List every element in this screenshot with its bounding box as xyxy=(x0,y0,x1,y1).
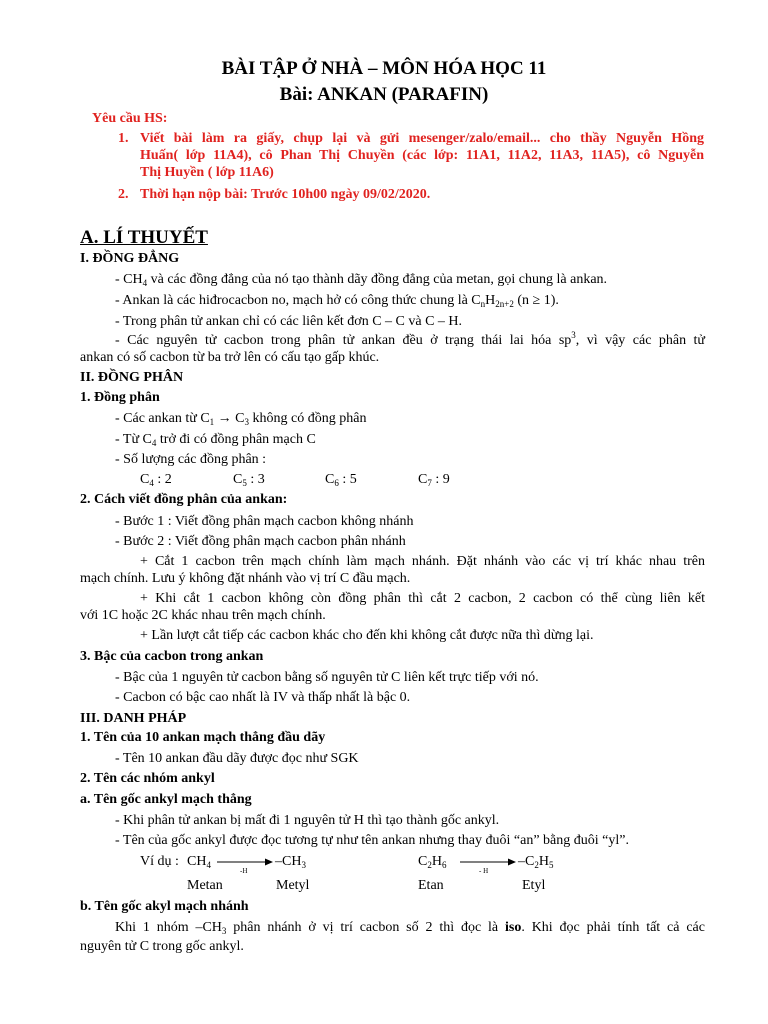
example-1-reactant: $CH_4$ xyxy=(187,854,211,870)
reaction-arrow-2 xyxy=(459,854,517,876)
requirement-1-line-3: Thị Huyền ( lớp 11A6) xyxy=(140,165,274,180)
page-subtitle: Bài: ANKAN (PARAFIN) xyxy=(279,84,489,105)
step-2-point-2: + Khi cắt 1 cacbon không còn đồng phân thì cắt 2 cacbon, 2 cacbon có thể cùng liên kết xyxy=(140,591,705,606)
isomer-count-c4: $C_4$ : 2 xyxy=(140,472,172,488)
homolog-line-3: - Trong phân tử ankan chỉ có các liên kết đơn C – C và C – H. xyxy=(115,314,463,329)
section-ii-heading: II. ĐỒNG PHÂN xyxy=(80,370,184,385)
example-2-reactant: $C_2H_6$ xyxy=(418,854,447,870)
isomer-line-3: - Số lượng các đồng phân : xyxy=(115,452,267,467)
step-2-point-1-cont: mạch chính. Lưu ý không đặt nhánh vào vị trí C đầu mạch. xyxy=(80,571,411,586)
isomer-count-c5: $C_5$ : 3 xyxy=(233,472,265,488)
example-label: Ví dụ : xyxy=(140,854,179,869)
requirement-1-number: 1. xyxy=(118,131,129,146)
alkyl-line-1: - Khi phân tử ankan bị mất đi 1 nguyên tử H thì tạo thành gốc ankyl. xyxy=(115,813,500,828)
naming-line-1: - Tên 10 ankan đầu dãy được đọc như SGK xyxy=(115,751,359,766)
carbon-degree-line-2: - Cacbon có bậc cao nhất là IV và thấp nhất là bậc 0. xyxy=(115,690,411,705)
isomer-count-c6: $C_6$ : 5 xyxy=(325,472,357,488)
isomer-writing-subheading: 2. Cách viết đồng phân của ankan: xyxy=(80,492,288,507)
reaction-arrow-1 xyxy=(216,854,274,876)
page-title: BÀI TẬP Ở NHÀ – MÔN HÓA HỌC 11 xyxy=(221,58,547,79)
section-iii-heading: III. DANH PHÁP xyxy=(80,711,187,726)
step-2-point-3: + Lần lượt cắt tiếp các cacbon khác cho đến khi không cắt được nữa thì dừng lại. xyxy=(140,628,594,643)
naming-subheading-1: 1. Tên của 10 ankan mạch thẳng đầu dãy xyxy=(80,730,326,745)
requirement-2-text: Thời hạn nộp bài: Trước 10h00 ngày 09/02/2020. xyxy=(140,187,431,202)
name-metan: Metan xyxy=(187,878,223,893)
alkyl-straight-subheading: a. Tên gốc ankyl mạch thẳng xyxy=(80,792,252,807)
requirement-1-line-1: Viết bài làm ra giấy, chụp lại và gửi mesenger/zalo/email... cho thầy Nguyễn Hồng xyxy=(140,131,704,146)
homolog-line-1: - $CH_4$ và các đồng đẳng của nó tạo thành dãy đồng đẳng của metan, gọi chung là ankan. xyxy=(115,272,608,288)
name-etan: Etan xyxy=(418,878,444,893)
example-2-product: $-C_2H_5$ xyxy=(518,854,554,870)
name-etyl: Etyl xyxy=(522,878,546,893)
naming-subheading-2: 2. Tên các nhóm ankyl xyxy=(80,771,215,786)
section-a-heading: A. LÍ THUYẾT xyxy=(80,227,208,248)
step-1: - Bước 1 : Viết đồng phân mạch cacbon không nhánh xyxy=(115,514,414,529)
isomer-line-2: - Từ $C_4$ trở đi có đồng phân mạch C xyxy=(115,432,316,448)
alkyl-line-2: - Tên của gốc ankyl được đọc tương tự như tên ankan nhưng thay đuôi “an” bằng đuôi “yl”. xyxy=(115,833,629,848)
isomer-subheading: 1. Đồng phân xyxy=(80,390,160,405)
branched-line-2: nguyên tử C trong gốc ankyl. xyxy=(80,939,244,954)
homolog-line-4: - Các nguyên tử cacbon trong phân tử ankan đều ở trạng thái lai hóa $sp^3$, vì vậy các phân tử xyxy=(115,330,706,348)
requirements-label: Yêu cầu HS: xyxy=(92,111,168,126)
reaction-arrow-1-label: -H xyxy=(240,867,248,875)
branched-line-1: Khi 1 nhóm $-CH_3$ phân nhánh ở vị trí cacbon số 2 thì đọc là iso. Khi đọc phải tính tất cả các xyxy=(115,920,705,936)
example-1-product: $-CH_3$ xyxy=(275,854,306,870)
reaction-arrow-2-label: - H xyxy=(479,867,489,875)
requirement-2-number: 2. xyxy=(118,187,129,202)
carbon-degree-line-1: - Bậc của 1 nguyên tử cacbon bằng số nguyên tử C liên kết trực tiếp với nó. xyxy=(115,670,539,685)
section-i-heading: I. ĐỒNG ĐẲNG xyxy=(80,251,180,266)
homolog-line-4-cont: ankan có số cacbon từ ba trở lên có cấu tạo gấp khúc. xyxy=(80,350,380,365)
isomer-count-c7: $C_7$ : 9 xyxy=(418,472,450,488)
step-2: - Bước 2 : Viết đồng phân mạch cacbon phân nhánh xyxy=(115,534,406,549)
step-2-point-2-cont: với 1C hoặc 2C khác nhau trên mạch chính. xyxy=(80,608,326,623)
isomer-line-1: - Các ankan từ $C_1 \to C_3$ không có đồng phân xyxy=(115,411,367,427)
homolog-line-2: - Ankan là các hiđrocacbon no, mạch hở có công thức chung là $C_nH_{2n+2}$ (n ≥ 1). xyxy=(115,293,559,309)
name-metyl: Metyl xyxy=(276,878,310,893)
requirement-1-line-2: Huấn( lớp 11A4), cô Phan Thị Chuyền (các lớp: 11A1, 11A2, 11A3, 11A5), cô Nguyễn xyxy=(140,148,704,163)
step-2-point-1: + Cắt 1 cacbon trên mạch chính làm mạch nhánh. Đặt nhánh vào các vị trí khác nhau trên xyxy=(140,554,705,569)
alkyl-branched-subheading: b. Tên gốc akyl mạch nhánh xyxy=(80,899,249,914)
carbon-degree-subheading: 3. Bậc của cacbon trong ankan xyxy=(80,649,264,664)
